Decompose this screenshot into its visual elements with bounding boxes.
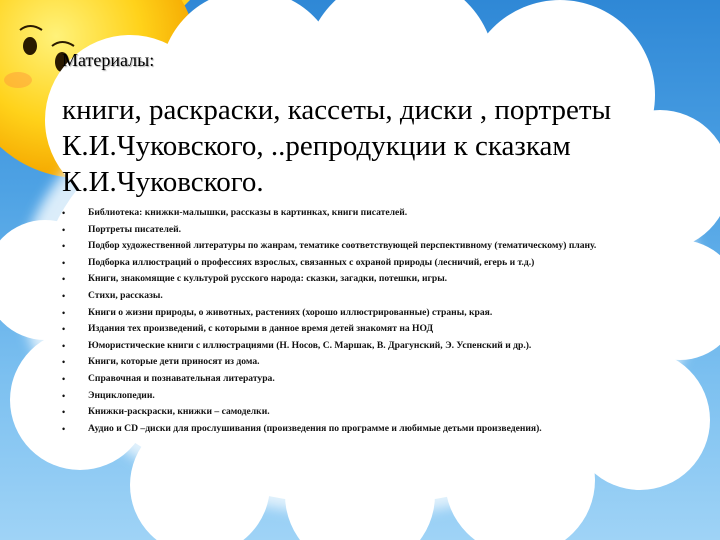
list-item bbox=[62, 256, 662, 270]
list-item bbox=[62, 322, 662, 336]
list-item bbox=[62, 272, 662, 286]
list-item-text: Библиотека: книжки-малышки, рассказы в картинках, книги писателей. bbox=[88, 207, 408, 218]
list-item-text: Книги о жизни природы, о животных, растениях (хорошо иллюстрированные) страны, края. bbox=[88, 306, 493, 318]
list-item bbox=[62, 422, 662, 436]
list-item bbox=[62, 372, 662, 386]
bullet-icon: • bbox=[62, 290, 66, 301]
bullet-icon: • bbox=[62, 224, 66, 235]
bullet-icon: • bbox=[62, 390, 66, 401]
list-item bbox=[62, 206, 662, 220]
bullet-icon: • bbox=[62, 257, 66, 268]
list-item bbox=[62, 239, 662, 253]
bullet-icon: • bbox=[62, 357, 66, 368]
list-item bbox=[62, 289, 662, 303]
list-item bbox=[62, 223, 662, 237]
list-item-text: Аудио и CD –диски для прослушивания (произведения по программе и любимые детьми произведения). bbox=[88, 422, 542, 434]
list-item bbox=[62, 306, 662, 320]
slide-heading: книги, раскраски, кассеты, диски , портреты К.И.Чуковского, ..репродукции к сказкам К.И.Чуковского. bbox=[62, 94, 612, 198]
bullet-icon: • bbox=[62, 340, 66, 351]
materials-list bbox=[62, 206, 662, 438]
list-item-text: Портреты писателей. bbox=[88, 223, 182, 235]
list-item-text: Книги, которые дети приносят из дома. bbox=[88, 356, 260, 368]
list-item-text: Издания тех произведений, с которыми в данное время детей знакомят на НОД bbox=[88, 323, 434, 335]
list-item-text: Энциклопедии. bbox=[88, 389, 155, 401]
section-label: Материалы: bbox=[62, 50, 155, 70]
list-item-text: Стихи, рассказы. bbox=[88, 289, 163, 301]
list-item bbox=[62, 355, 662, 369]
bullet-icon: • bbox=[62, 423, 66, 434]
bullet-icon: • bbox=[62, 241, 66, 252]
list-item-text: Книги, знакомящие с культурой русского народа: сказки, загадки, потешки, игры. bbox=[88, 273, 448, 285]
bullet-icon: • bbox=[62, 324, 66, 335]
bullet-icon: • bbox=[62, 274, 66, 285]
list-item bbox=[62, 405, 662, 419]
list-item-text: Справочная и познавательная литература. bbox=[88, 372, 275, 384]
list-item bbox=[62, 339, 662, 353]
bullet-icon: • bbox=[62, 208, 66, 218]
list-item-text: Подборка иллюстраций о профессиях взрослых, связанных с охраной природы (лесничий, егерь и т.д.) bbox=[88, 256, 535, 268]
list-item bbox=[62, 389, 662, 403]
bullet-icon: • bbox=[62, 307, 66, 318]
list-item-text: Подбор художественной литературы по жанрам, тематике соответствующей перспективному (тематическому) плану. bbox=[88, 240, 597, 252]
list-item-text: Книжки-раскраски, книжки – самоделки. bbox=[88, 406, 270, 418]
bullet-icon: • bbox=[62, 407, 66, 418]
bullet-icon: • bbox=[62, 373, 66, 384]
list-item-text: Юмористические книги с иллюстрациями (Н. Носов, С. Маршак, В. Драгунский, Э. Успенский и др.). bbox=[88, 339, 532, 351]
